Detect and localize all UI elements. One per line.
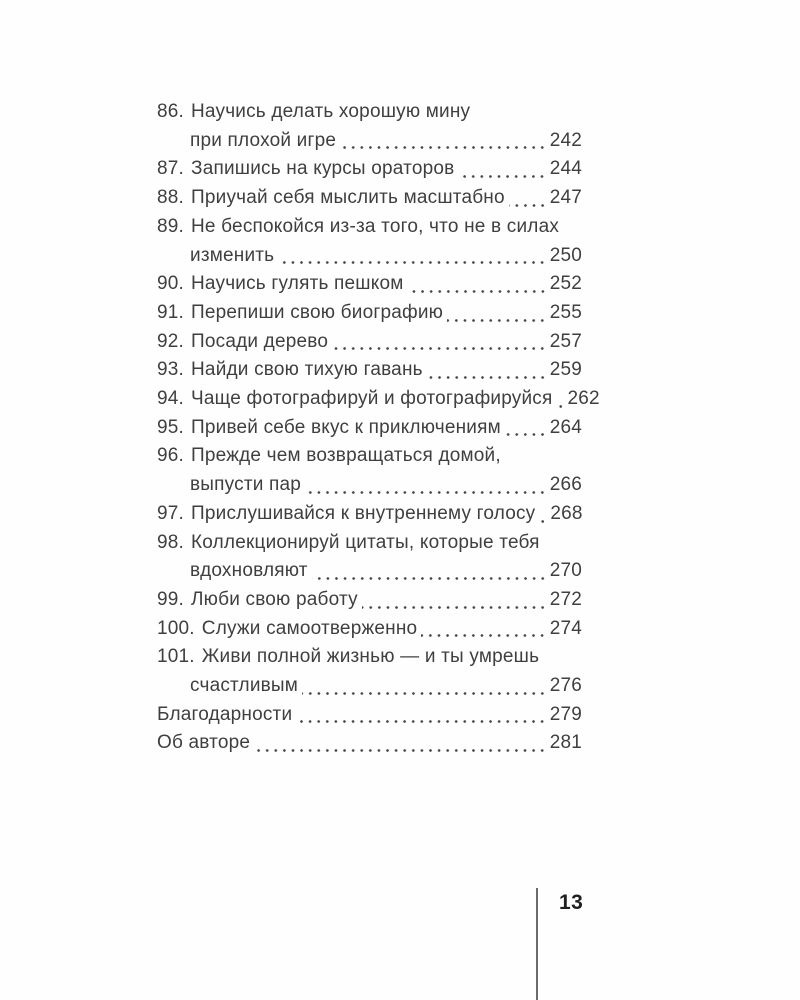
dot-leader (539, 520, 547, 523)
toc-entry (157, 328, 582, 357)
dot-leader (557, 405, 565, 408)
dot-leader (278, 261, 546, 264)
toc-entry-text: Не беспокойся из-за того, что не в силах (191, 215, 560, 237)
toc-entry-text: вдохновляют (190, 560, 308, 582)
toc-entry (157, 701, 582, 730)
toc-entry-text: счастливым (190, 675, 299, 697)
toc-entry-page: 264 (549, 416, 582, 438)
toc-entry-number: 99. (157, 588, 185, 610)
toc-entry-number: 96. (157, 445, 185, 467)
toc-entry (157, 729, 582, 758)
toc-entry-line (157, 500, 582, 529)
toc-entry-page: 279 (549, 703, 582, 725)
toc-entry-line (157, 270, 582, 299)
toc-entry-text: Люби свою работу (191, 588, 358, 610)
toc-entry-text: Привей себе вкус к приключениям (191, 416, 501, 438)
toc-entry (157, 385, 600, 414)
toc-entry-text: Служи самоотверженно (201, 617, 418, 639)
toc-entry-number: 98. (157, 531, 185, 553)
toc-entry (157, 586, 582, 615)
toc-entry-number: 92. (157, 330, 185, 352)
toc-entry-page: 247 (549, 187, 582, 209)
toc-entry (157, 155, 582, 184)
toc-entry-number: 90. (157, 273, 185, 295)
dot-leader (421, 634, 546, 637)
toc-entry-page: 259 (549, 359, 582, 381)
dot-leader (312, 577, 547, 580)
page-number: 13 (559, 891, 584, 914)
toc-entry-line (157, 414, 582, 443)
toc-entry (157, 643, 582, 700)
toc-entry (157, 442, 582, 499)
toc-entry-number: 97. (157, 502, 185, 524)
toc-entry (157, 500, 582, 529)
toc-entry-number: 94. (157, 388, 185, 410)
toc-entry-line (157, 529, 582, 558)
toc-entry-number: 95. (157, 416, 185, 438)
toc-entry-line (157, 701, 582, 730)
toc-entry-text: Научись делать хорошую мину (191, 101, 471, 122)
toc-entry-text: Прислушивайся к внутреннему голосу (191, 502, 536, 524)
dot-leader (340, 146, 547, 149)
toc-entry-line (157, 328, 582, 357)
toc-entry-page: 257 (549, 330, 582, 352)
dot-leader (362, 606, 547, 609)
toc-entry-text: при плохой игре (190, 129, 337, 151)
dot-leader (332, 347, 547, 350)
toc-entry-line (157, 213, 582, 242)
toc-entry-text: Научись гулять пешком (191, 273, 404, 295)
toc-entry-line (157, 672, 582, 701)
toc-entry (157, 184, 582, 213)
dot-leader (505, 433, 547, 436)
toc-entry-number: 86. (157, 101, 185, 122)
toc-entry-text: Посади дерево (191, 330, 329, 352)
toc-entry-line (157, 184, 582, 213)
toc-entry-text: изменить (190, 244, 275, 266)
toc-entry-line (157, 557, 582, 586)
dot-leader (427, 376, 547, 379)
toc-entry-number: 88. (157, 187, 185, 209)
toc-entry-page: 262 (567, 388, 600, 410)
toc-entry (157, 615, 582, 644)
toc-entry-page: 255 (549, 301, 582, 323)
dot-leader (509, 204, 547, 207)
dot-leader (305, 491, 547, 494)
toc-entry-line (157, 98, 582, 127)
toc-entry-page: 272 (549, 588, 582, 610)
dot-leader (447, 319, 547, 322)
toc-entry-line (157, 586, 582, 615)
toc-entry-line (157, 356, 582, 385)
footer-rule (536, 888, 538, 1000)
dot-leader (458, 175, 546, 178)
toc-entry (157, 299, 582, 328)
toc-entry-page: 274 (549, 617, 582, 639)
toc-entry-number: 87. (157, 158, 185, 180)
dot-leader (254, 749, 547, 752)
toc-entry (157, 270, 582, 299)
toc-entry-line (157, 729, 582, 758)
toc-entry-page: 281 (549, 732, 582, 754)
toc-entry-line (157, 385, 600, 414)
toc-entry-text: Приучай себя мыслить масштабно (191, 187, 505, 209)
toc-entry-page: 242 (549, 129, 582, 151)
dot-leader (302, 692, 547, 695)
toc-entry-line (157, 615, 582, 644)
toc-entry-page: 252 (549, 273, 582, 295)
toc-entry-text: Об авторе (157, 732, 251, 754)
dot-leader (296, 720, 546, 723)
toc-entry-page: 268 (550, 502, 583, 524)
toc-entry-line (157, 442, 582, 471)
toc-entry (157, 414, 582, 443)
toc-entry-page: 270 (549, 560, 582, 582)
toc-entry-number: 93. (157, 359, 185, 381)
toc-entry-text: Перепиши свою биографию (191, 301, 444, 323)
toc-entry-line (157, 242, 582, 271)
toc-entry-page: 266 (549, 474, 582, 496)
toc-entry-page: 244 (549, 158, 582, 180)
toc-entry-number: 91. (157, 301, 185, 323)
dot-leader (408, 290, 547, 293)
toc-entry (157, 213, 582, 270)
toc-entry-text: Коллекционируй цитаты, которые тебя (191, 531, 540, 553)
toc-entry-text: Запишись на курсы ораторов (191, 158, 455, 180)
toc-entry-line (157, 471, 582, 500)
toc-entry-line (157, 643, 582, 672)
toc-entry-page: 250 (549, 244, 582, 266)
toc-entry-line (157, 127, 582, 156)
toc-entry-text: Найди свою тихую гавань (191, 359, 423, 381)
toc-entry (157, 98, 582, 155)
toc-entry-text: Прежде чем возвращаться домой, (191, 445, 501, 467)
toc-entry (157, 529, 582, 586)
toc-entry-number: 89. (157, 215, 185, 237)
table-of-contents (157, 98, 600, 758)
toc-entry-page: 276 (549, 675, 582, 697)
toc-entry-text: Живи полной жизнью — и ты умрешь (201, 646, 540, 668)
toc-entry-text: Чаще фотографируй и фотографируйся (191, 388, 553, 410)
toc-entry-number: 101. (157, 646, 195, 668)
toc-entry-text: выпусти пар (190, 474, 302, 496)
toc-entry-line (157, 155, 582, 184)
toc-entry-text: Благодарности (157, 703, 293, 725)
toc-entry-number: 100. (157, 617, 195, 639)
toc-entry-line (157, 299, 582, 328)
toc-entry (157, 356, 582, 385)
